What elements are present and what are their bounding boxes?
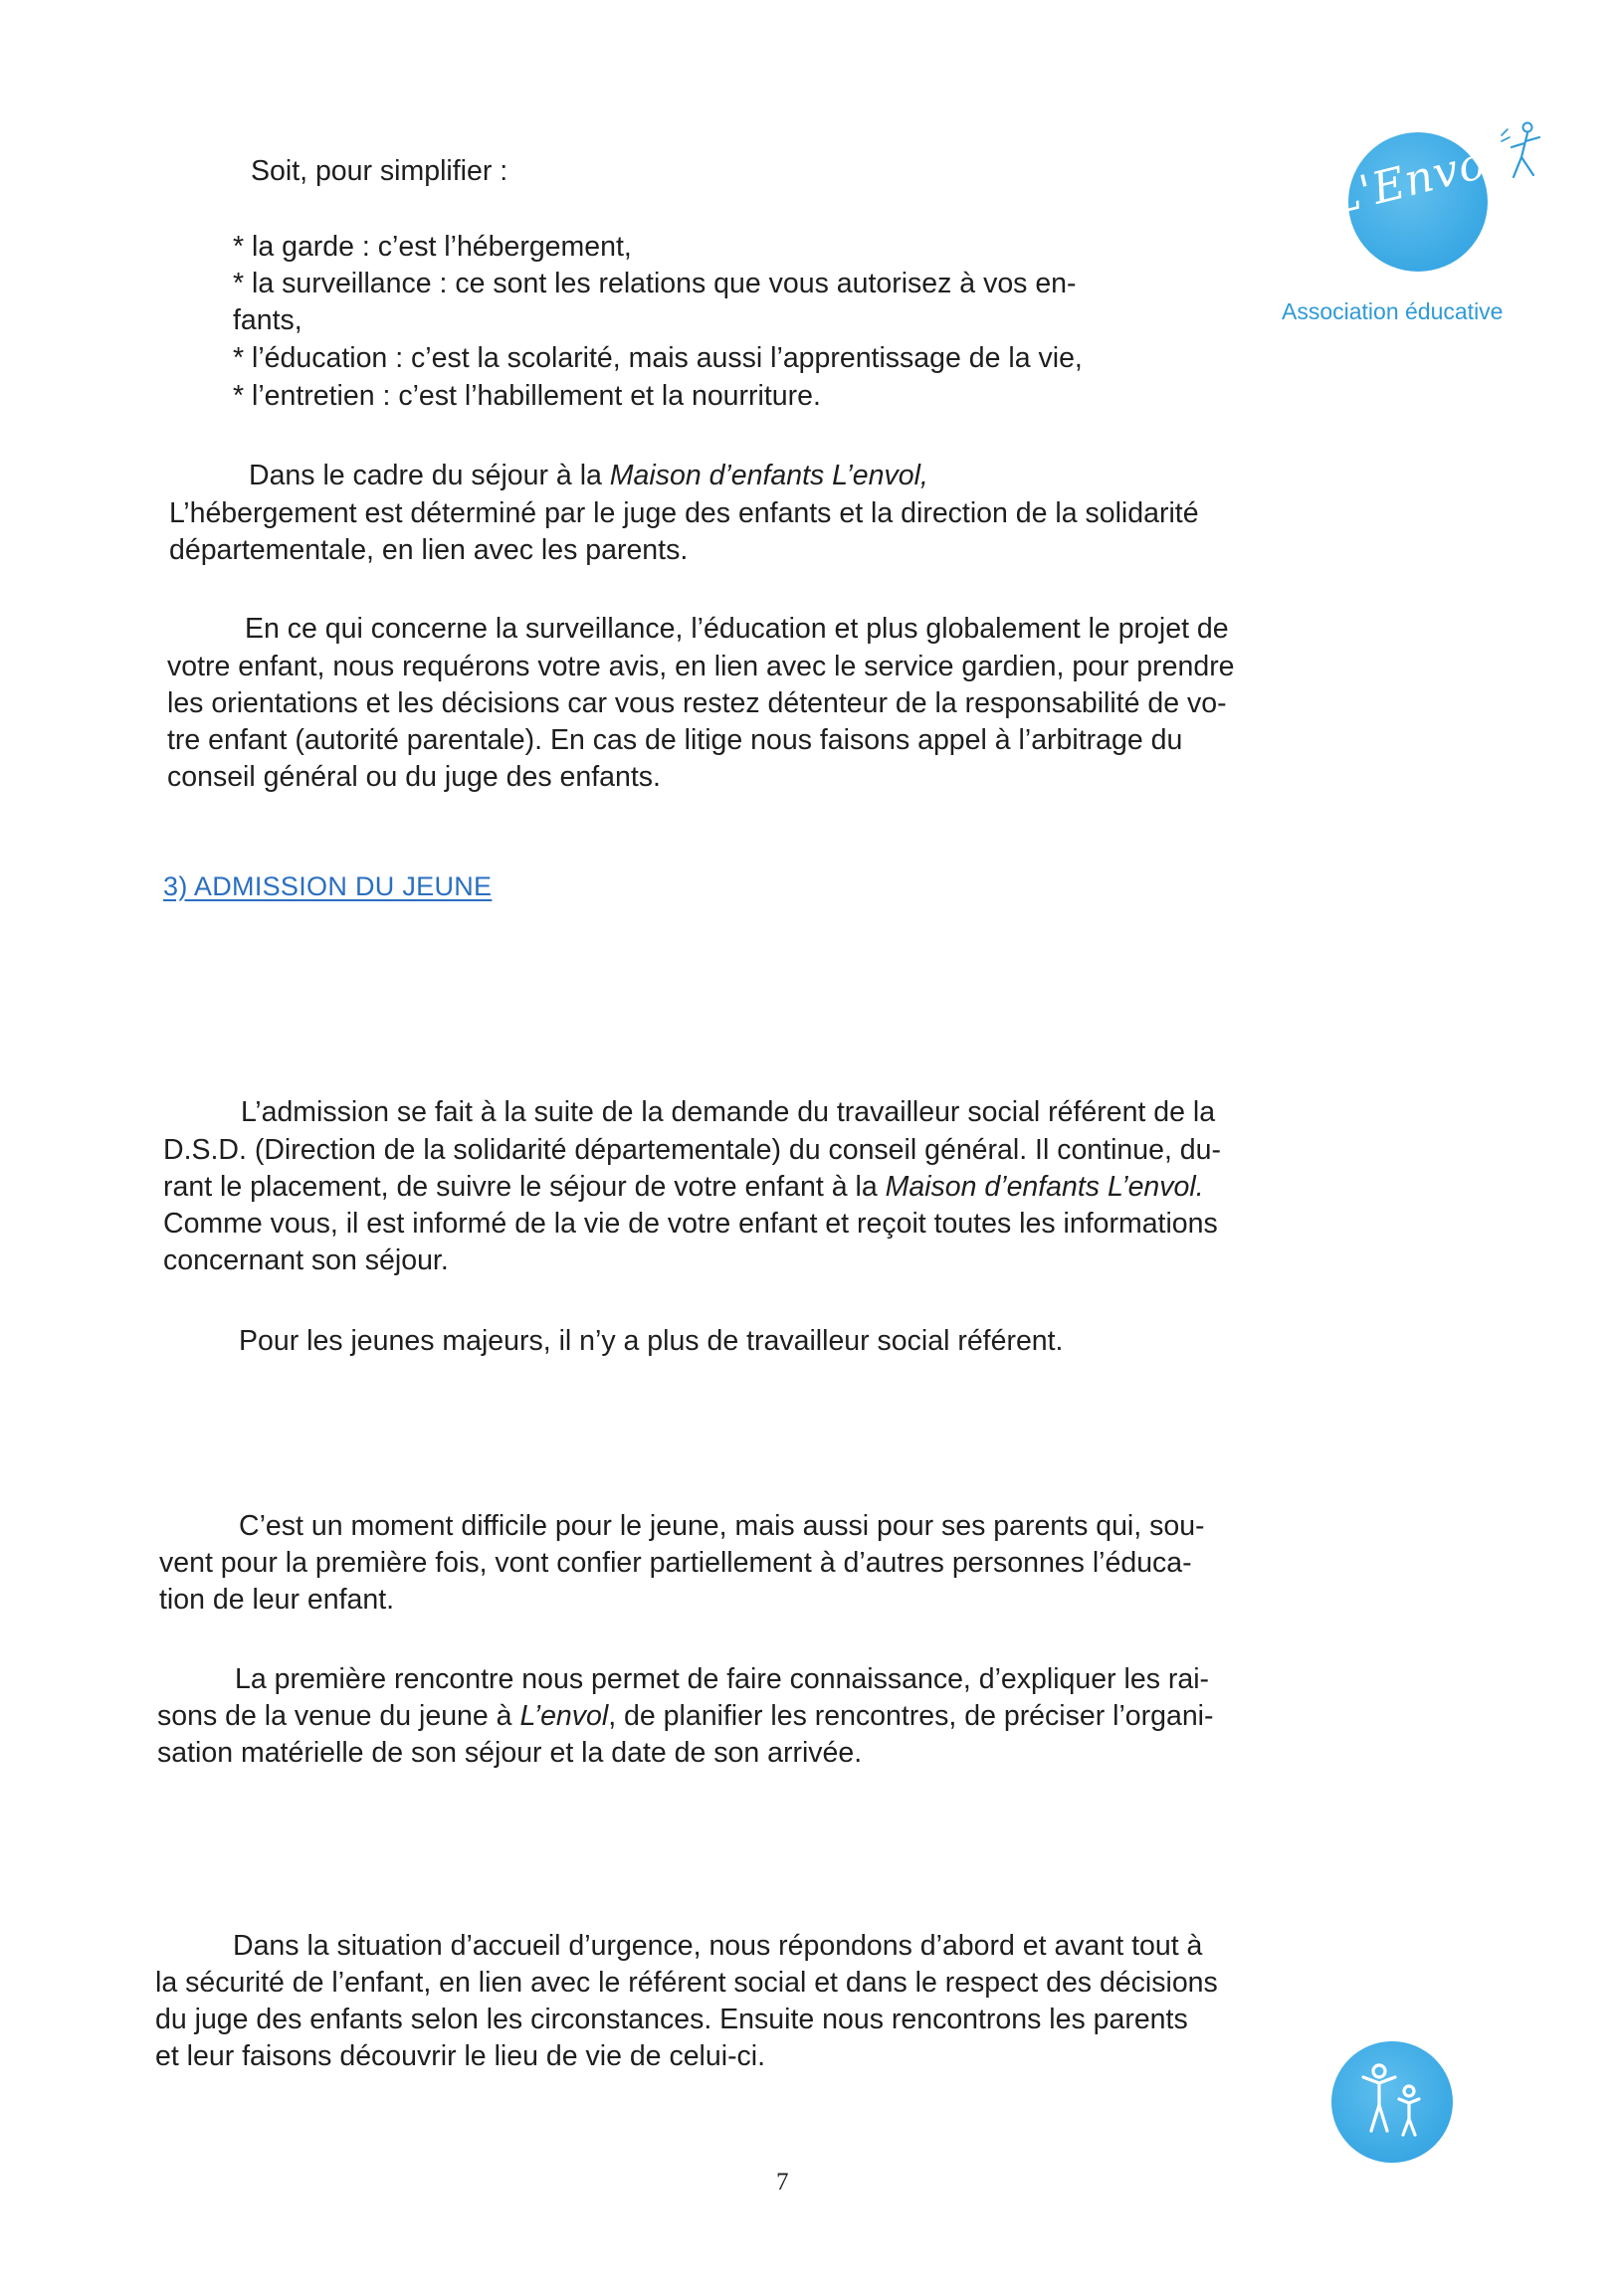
children-emblem-icon bbox=[1331, 2041, 1453, 2163]
bullet-surveillance-cont: fants, bbox=[233, 304, 303, 336]
rencontre-line-2: sons de la venue du jeune à L’envol, de planifier les rencontres, de préciser l’organi- bbox=[157, 1700, 1214, 1732]
rencontre-line-1: La première rencontre nous permet de faire connaissance, d’expliquer les rai- bbox=[235, 1663, 1210, 1695]
moment-line-3: tion de leur enfant. bbox=[159, 1584, 395, 1616]
logo-wordmark: L'Envol bbox=[1324, 133, 1507, 226]
section-title-admission: 3) ADMISSION DU JEUNE bbox=[163, 871, 493, 901]
surveillance-line-1: En ce qui concerne la surveillance, l’éducation et plus globalement le projet de bbox=[245, 613, 1229, 645]
urgence-line-4: et leur faisons découvrir le lieu de vie de celui-ci. bbox=[155, 2040, 766, 2072]
admission-line-3: rant le placement, de suivre le séjour de votre enfant à la Maison d’enfants L’envol. bbox=[163, 1171, 1204, 1203]
surveillance-line-4: tre enfant (autorité parentale). En cas de litige nous faisons appel à l’arbitrage du bbox=[167, 724, 1183, 756]
urgence-line-1: Dans la situation d’accueil d’urgence, nous répondons d’abord et avant tout à bbox=[233, 1930, 1203, 1962]
bullet-education: * l’éducation : c’est la scolarité, mais aussi l’apprentissage de la vie, bbox=[233, 342, 1083, 374]
majeurs-line: Pour les jeunes majeurs, il n’y a plus de travailleur social référent. bbox=[239, 1325, 1064, 1357]
intro-lead: Soit, pour simplifier : bbox=[251, 155, 508, 187]
admission-line-5: concernant son séjour. bbox=[163, 1244, 449, 1276]
urgence-line-2: la sécurité de l’enfant, en lien avec le référent social et dans le respect des décisions bbox=[155, 1967, 1218, 1999]
jumping-figure-icon bbox=[1488, 117, 1547, 197]
moment-line-2: vent pour la première fois, vont confier partiellement à d’autres personnes l’éduca- bbox=[159, 1547, 1192, 1579]
bullet-garde: * la garde : c’est l’hébergement, bbox=[233, 231, 632, 263]
admission-line-4: Comme vous, il est informé de la vie de votre enfant et reçoit toutes les informations bbox=[163, 1208, 1218, 1240]
cadre-line-2: L’hébergement est déterminé par le juge des enfants et la direction de la solidarité bbox=[169, 497, 1199, 529]
logo-caption: Association éducative bbox=[1282, 298, 1504, 324]
rencontre-line-3: sation matérielle de son séjour et la date de son arrivée. bbox=[157, 1737, 863, 1769]
bullet-entretien: * l’entretien : c’est l’habillement et la nourriture. bbox=[233, 380, 821, 412]
admission-line-2: D.S.D. (Direction de la solidarité départementale) du conseil général. Il continue, du- bbox=[163, 1134, 1221, 1166]
moment-line-1: C’est un moment difficile pour le jeune, mais aussi pour ses parents qui, sou- bbox=[239, 1510, 1205, 1542]
cadre-line-3: départementale, en lien avec les parents. bbox=[169, 534, 689, 566]
bullet-surveillance: * la surveillance : ce sont les relations que vous autorisez à vos en- bbox=[233, 268, 1077, 299]
emblem-figures bbox=[1331, 2041, 1453, 2163]
surveillance-line-2: votre enfant, nous requérons votre avis, en lien avec le service gardien, pour prendre bbox=[167, 651, 1235, 682]
urgence-line-3: du juge des enfants selon les circonstances. Ensuite nous rencontrons les parents bbox=[155, 2004, 1188, 2035]
surveillance-line-3: les orientations et les décisions car vous restez détenteur de la responsabilité de vo- bbox=[167, 687, 1227, 719]
page-number: 7 bbox=[776, 2169, 789, 2196]
admission-line-1: L’admission se fait à la suite de la demande du travailleur social référent de la bbox=[241, 1096, 1216, 1128]
lenvol-logo bbox=[1274, 117, 1562, 326]
cadre-line-1: Dans le cadre du séjour à la Maison d’enfants L’envol, bbox=[249, 460, 928, 491]
surveillance-line-5: conseil général ou du juge des enfants. bbox=[167, 761, 661, 793]
